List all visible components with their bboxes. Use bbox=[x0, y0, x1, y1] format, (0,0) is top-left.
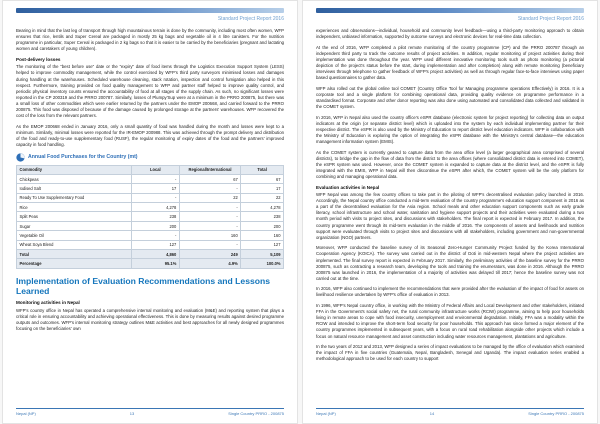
page-footer-left bbox=[16, 408, 284, 416]
report-header-title: Standard Project Report 2016 bbox=[517, 16, 584, 22]
right-top-paragraphs bbox=[316, 28, 584, 180]
commodity-cell: Chickpeas bbox=[17, 174, 132, 183]
local-cell: 200 bbox=[131, 221, 179, 230]
total-cell: 4,278 bbox=[241, 203, 284, 212]
paragraph: experiences and observations—individual, household and community level feedback—using a third-party monitoring approach to obtain independent, unbiased information, supported by outcome surveys and electronic devices for real-time data collection. bbox=[316, 28, 584, 40]
page-right-content bbox=[316, 28, 584, 362]
table-row bbox=[17, 240, 284, 249]
food-purchases-table bbox=[16, 165, 284, 269]
total-cell: 17 bbox=[241, 184, 284, 193]
local-cell: 17 bbox=[131, 184, 179, 193]
regional-cell: - bbox=[179, 184, 240, 193]
local-cell: - bbox=[131, 231, 179, 240]
table-title: Annual Food Purchases for the Country (mt) bbox=[28, 154, 138, 161]
local-cell: - bbox=[131, 193, 179, 202]
total-label: Total bbox=[17, 249, 132, 258]
commodity-cell: Ready To Use Supplementary Food bbox=[17, 193, 132, 202]
commodity-cell: Iodised Salt bbox=[17, 184, 132, 193]
column-header-regional: Regional/International bbox=[179, 165, 240, 174]
monitoring-activities-heading: Monitoring activities in Nepal bbox=[16, 300, 80, 305]
local-cell: 4,278 bbox=[131, 203, 179, 212]
percentage-label: Percentage bbox=[17, 259, 132, 268]
section-heading-implementation: Implementation of Evaluation Recommendations and Lessons Learned bbox=[16, 275, 271, 296]
total-regional: 249 bbox=[179, 249, 240, 258]
paragraph: WFP Nepal was among the few country offices to take part in the piloting of WFP's decentralised evaluation policy launched in 2016. Accordingly, the Nepal country office conducted a mid-term evaluation of the country programme's education support component in 2016 as a part of the decentralised evaluation for the Asia region. School meals and other education support components such as early grade literacy, school infrastructure and school water, sanitation and hygiene support projects and their activities were evaluated during a two month period with visits to project sites, and discussions with stakeholders. The final report is expected in February 2017. In addition, the country programme went through its mid-term evaluation in the middle of 2016. The components of assets and livelihoods and nutrition support were evaluated through visits to project sites and discussions with all stakeholders, including government and non-governmental organization (NGO) partners. bbox=[316, 192, 584, 240]
report-header-title: Standard Project Report 2016 bbox=[217, 16, 284, 22]
total-cell: 238 bbox=[241, 212, 284, 221]
paragraph: Moreover, WFP conducted the baseline survey of its Seasonal Zero-Hunger Community Project funded by the Korea International Cooperation Agency (KOICA). The survey was carried out in the district of Doti in mid-western Nepal where the project activities are implemented. The final survey report is expected in February 2017. Similarly, the preliminary activities of the baseline survey for the PRRO 200875, such as contracting a research team, developing the tools and training the enumerators, was done in 2016. Although the PRRO 200875 was launched in 2016, the implementation of a majority of activities was delayed till 2017; hence the baseline survey was not carried out at the time. bbox=[316, 245, 584, 281]
regional-cell: 160 bbox=[179, 231, 240, 240]
table-row bbox=[17, 221, 284, 230]
header-bar bbox=[316, 8, 584, 13]
table-row bbox=[17, 231, 284, 240]
post-delivery-losses-heading: Post-delivery losses bbox=[16, 56, 61, 62]
header-bar bbox=[16, 8, 284, 13]
page-left bbox=[2, 0, 298, 424]
regional-cell: - bbox=[179, 240, 240, 249]
page-left-content bbox=[16, 28, 284, 332]
total-cell: 67 bbox=[241, 174, 284, 183]
total-local: 4,860 bbox=[131, 249, 179, 258]
paragraph: WFP also rolled out the global online tool COMET (Country Office Tool for Managing programme operations Effectively) in 2016. It is a corporate tool and a single platform for combining operational data, providing quality evidence on programme performance in a standardised format. Corporate and other donor reporting was also done using automated and consolidated data collected and validated in the COMET system. bbox=[316, 85, 584, 110]
monitoring-paragraphs bbox=[16, 308, 284, 332]
page-footer-right bbox=[316, 408, 584, 416]
table-percentage-row bbox=[17, 259, 284, 268]
pie-chart-icon bbox=[16, 153, 25, 162]
footer-page-number: 13 bbox=[129, 411, 135, 416]
commodity-cell: Rice bbox=[17, 203, 132, 212]
column-header-local: Local bbox=[131, 165, 179, 174]
footer-page-number: 14 bbox=[429, 411, 435, 416]
table-title-row bbox=[16, 153, 284, 162]
evaluation-activities-heading: Evaluation activities in Nepal bbox=[316, 184, 380, 190]
regional-cell: - bbox=[179, 203, 240, 212]
footer-location: Nepal (NP) bbox=[316, 411, 336, 416]
paragraph: At the end of 2016, WFP completed a pilot remote monitoring of the country programme (CP) and the PRRO 200787 through an independent third party to track the outcome results of project activities. In addition, regular monitoring of project activities during their implementation was done throughout the year. WFP used different innovative monitoring tools such as photo monitoring (a pictorial depiction of the project's status before the start, during implementation and after completion) along with remote monitoring (beneficiary interviews through telephone to gather feedback of WFP's project activities) as well as through regular face-to-face interviews using paper based questionnaires to gather data. bbox=[316, 44, 584, 81]
commodity-cell: Wheat Soya Blend bbox=[17, 240, 132, 249]
column-header-total: Total bbox=[241, 165, 284, 174]
table-row bbox=[17, 193, 284, 202]
commodity-cell: Split Peas bbox=[17, 212, 132, 221]
regional-cell: 67 bbox=[179, 174, 240, 183]
local-cell: 238 bbox=[131, 212, 179, 221]
table-row bbox=[17, 212, 284, 221]
column-header-commodity: Commodity bbox=[17, 165, 132, 174]
regional-cell: 22 bbox=[179, 193, 240, 202]
regional-cell: - bbox=[179, 212, 240, 221]
local-cell: - bbox=[131, 174, 179, 183]
percentage-regional: 4.9% bbox=[179, 259, 240, 268]
total-cell: 200 bbox=[241, 221, 284, 230]
regional-cell: - bbox=[179, 221, 240, 230]
paragraph: Bearing in mind that the last leg of transport through high mountainous terrain is done by the community, including most often women, WFP ensures that rice, lentils and Super Cereal are packaged in mostly 25 kg bags and vegetable oil in 4 litre canisters. For the nutrition programme in particular, Super Cereal is packaged in 2 kg bags so that it is easier to be carried by the beneficiaries (pregnant and lactating women and caretakers of young children). bbox=[16, 28, 284, 52]
table-total-row bbox=[17, 249, 284, 258]
commodity-cell: Sugar bbox=[17, 221, 132, 230]
footer-project: Single Country PRRO - 200875 bbox=[528, 411, 584, 416]
total-cell: 127 bbox=[241, 240, 284, 249]
table-header-row bbox=[17, 165, 284, 174]
table-row bbox=[17, 184, 284, 193]
commodity-cell: Vegetable Oil bbox=[17, 231, 132, 240]
paragraph: In 2016, WFP in Nepal also used the country office's eSPR database (electronic system for project reporting) for collecting data on output indicators at the origin (or separate district level) which is uploaded into the system by each individual implementing partner for their respective district. The eSPR is also used by the Ministry of Education to report district level education indicators. WFP in collaboration with the Ministry of Education is exploring the option of integrating the eSPR database with the Ministry's central database—the education management information system (EMIS). bbox=[316, 114, 584, 144]
post-delivery-paragraphs bbox=[16, 64, 284, 148]
paragraph: In 1996, WFP's Nepal country office, in working with the Ministry of Federal Affairs and Local Development and other stakeholders, initiated FFA in the Government's social safety net, the rural community infrastructure works (RCIW) programme, aiming to help poor households living in remote areas to cope with food insecurity, unemployment and environmental degradation. Initially, FFA was a modality within the RCIW and intended to improve the short-term food security for poor households. This approach has since formed a major element of the country programmes implemented in subsequent years, with a focus on rural road rehabilitation alongside other projects which include a focus on natural resource management and asset construction including water resources management, plantations and agriculture. bbox=[316, 303, 584, 339]
footer-location: Nepal (NP) bbox=[16, 411, 36, 416]
percentage-total: 100.0% bbox=[241, 259, 284, 268]
paragraph: The monitoring of the “best before use” date or the “expiry” date of food items through the Logistics Execution Support System (LESS) helped to improve commodity management, while the control exercised by WFP's third party surveyors minimised losses and damages during handling at the warehouses. Scheduled warehouse cleaning, stack rotation, inspection and control fumigation also helped in this respect. Furthermore, training provided on food quality management to WFP and partner staff helped to improve quality control, and periodic physical inventory counts ensured the accountability of food at all stages of the supply chain. As such, no significant losses were reported in the CP 200319 and the PRRO 200787. Similarly, losses of Plumpy'Sup were at a minimum in the PRRO 200875, but there was a small loss of other commodities which were earlier returned by the partners under the EMOP 200668, and carried forward to the PRRO 200875. This food was disposed of because of the damage caused by prolonged storage at the partners' warehouses. WFP recovered the cost of the loss from the relevant partners. bbox=[16, 64, 284, 119]
total-cell: 160 bbox=[241, 231, 284, 240]
paragraph: In the two years of 2012 and 2013, WFP designed a series of impact evaluations to be managed by the office of evaluation which examined the impact of FFA in five countries (Guatemala, Nepal, Bangladesh, Senegal and Uganda). The impact evaluation series enabled a methodological approach to be used for each country to support bbox=[316, 344, 584, 362]
paragraph: As the COMET system is currently geared to capture data from the area office level (a larger geographical area comprised of several districts), to bridge the gap in the flow of data from the district to the area offices (where consolidated district data is entered into COMET), the eSPR system was used. However, once the COMET system is expanded to capture data at the district level, and the eSPR is fully integrated with the EMIS, WFP in Nepal will then discontinue the eSPR after which, the COMET system will be the only platform for combining and managing operational data. bbox=[316, 149, 584, 179]
percentage-local: 95.1% bbox=[131, 259, 179, 268]
paragraph: As the EMOP 200668 ended in January 2016, only a small quantity of food was handled during the month and losses were kept to a minimum. Similarly, minimal losses were reported for the IR-EMOP 200988. This was achieved through the prompt delivery and distribution of the food and ready-to-use supplementary food (RUSF), the regular monitoring of expiry dates of the food and the partners' improved capacity in food handling. bbox=[16, 123, 284, 147]
intro-paragraphs bbox=[16, 28, 284, 52]
footer-project: Single Country PRRO - 200875 bbox=[228, 411, 284, 416]
right-bottom-paragraphs bbox=[316, 192, 584, 362]
table-row bbox=[17, 203, 284, 212]
total-cell: 22 bbox=[241, 193, 284, 202]
page-right bbox=[302, 0, 598, 424]
local-cell: 127 bbox=[131, 240, 179, 249]
table-row bbox=[17, 174, 284, 183]
paragraph: In 2016, WFP also continued to implement the recommendations that were provided after the evaluation of the impact of food for assets on livelihood resilience undertaken by WFP's office of evaluation in 2013. bbox=[316, 286, 584, 298]
paragraph: WFP's country office in Nepal has operated a comprehensive internal monitoring and evaluation (M&E) and reporting system that plays a critical role in ensuring accountability and achieving operational effectiveness. This is done by measuring results against desired programme outputs and outcomes. WFP's internal monitoring strategy outlines M&E activities and best approaches for all newly designed programmes focusing on the beneficiaries' own bbox=[16, 307, 284, 331]
total-total: 5,109 bbox=[241, 249, 284, 258]
